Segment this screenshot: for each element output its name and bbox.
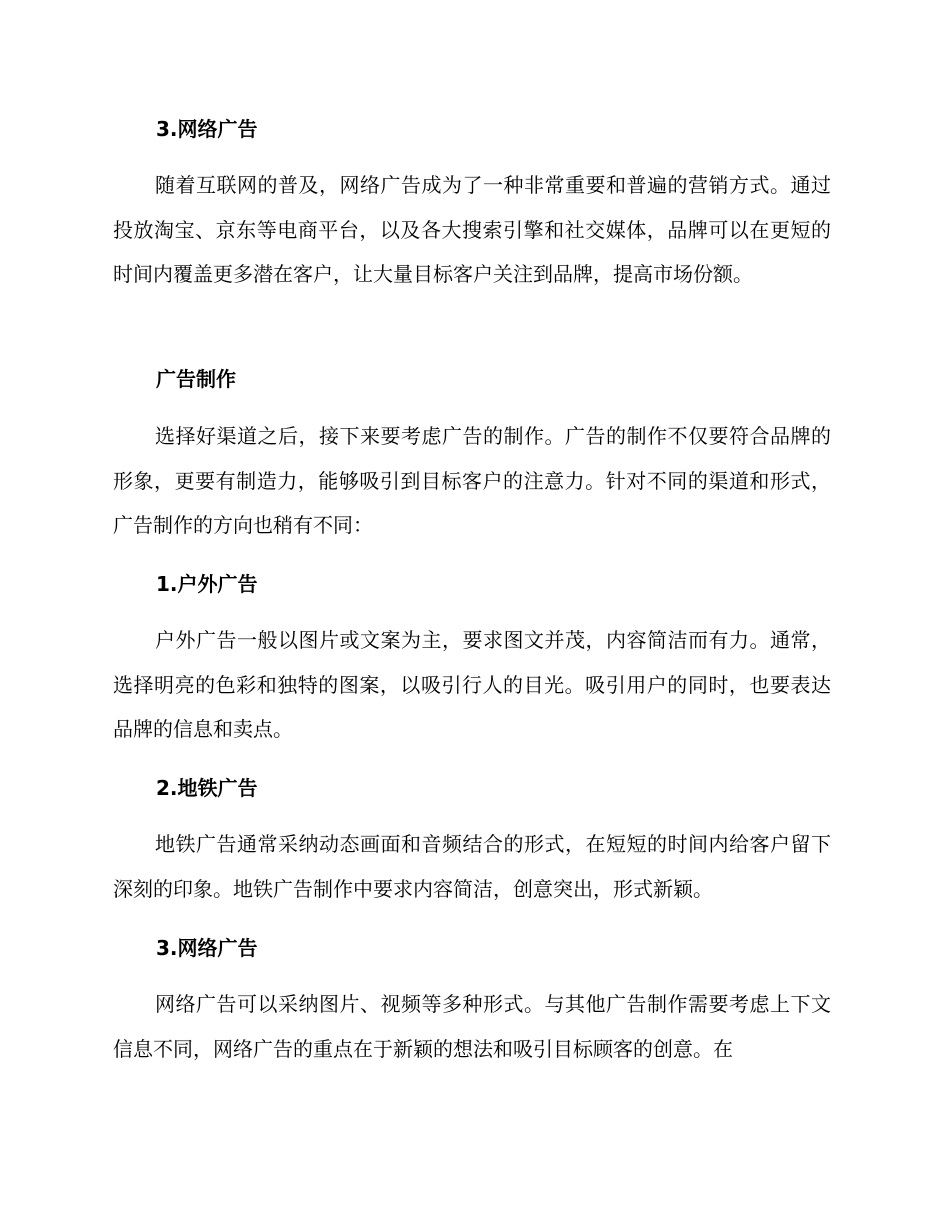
section-paragraph: 户外广告一般以图片或文案为主，要求图文并茂，内容简洁而有力。通常，选择明亮的色彩和独特的图案，以吸引行人的目光。吸引用户的同时，也要表达品牌的信息和卖点。 bbox=[113, 628, 831, 741]
section-heading: 2.地铁广告 bbox=[156, 776, 258, 800]
section-paragraph: 网络广告可以采纳图片、视频等多种形式。与其他广告制作需要考虑上下文信息不同，网络广告的重点在于新颖的想法和吸引目标顾客的创意。在 bbox=[113, 992, 831, 1061]
section-paragraph: 选择好渠道之后，接下来要考虑广告的制作。广告的制作不仅要符合品牌的形象，更要有制造力，能够吸引到目标客户的注意力。针对不同的渠道和形式，广告制作的方向也稍有不同： bbox=[113, 424, 831, 537]
section-paragraph: 地铁广告通常采纳动态画面和音频结合的形式，在短短的时间内给客户留下深刻的印象。地铁广告制作中要求内容简洁，创意突出，形式新颖。 bbox=[113, 832, 831, 901]
section-heading: 广告制作 bbox=[156, 367, 236, 391]
section-heading: 1.户外广告 bbox=[156, 572, 258, 596]
section-paragraph: 随着互联网的普及，网络广告成为了一种非常重要和普遍的营销方式。通过投放淘宝、京东等电商平台，以及各大搜索引擎和社交媒体，品牌可以在更短的时间内覆盖更多潜在客户，让大量目标客户关注到品牌，提高市场份额。 bbox=[113, 173, 831, 286]
section-heading: 3.网络广告 bbox=[156, 117, 258, 141]
section-heading: 3.网络广告 bbox=[156, 936, 258, 960]
